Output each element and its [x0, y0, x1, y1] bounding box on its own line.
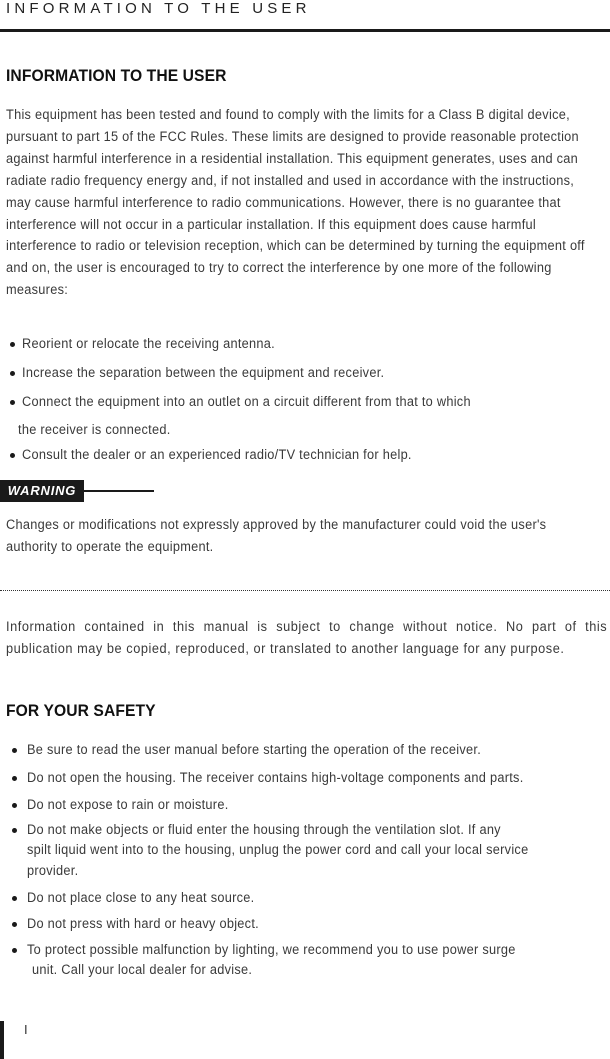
- bullet-icon: [10, 342, 15, 347]
- safety-item: Do not press with hard or heavy object.: [27, 916, 259, 932]
- section-heading-information: INFORMATION TO THE USER: [6, 66, 227, 85]
- measure-item: Reorient or relocate the receiving antenna.: [22, 336, 275, 352]
- bullet-icon: [12, 828, 17, 833]
- safety-item: Do not make objects or fluid enter the housing through the ventilation slot. If any: [27, 822, 501, 838]
- running-header: INFORMATION TO THE USER: [6, 0, 311, 17]
- bullet-icon: [12, 922, 17, 927]
- warning-rule: [84, 490, 154, 492]
- bullet-icon: [12, 803, 17, 808]
- safety-item: Do not open the housing. The receiver contains high-voltage components and parts.: [27, 770, 524, 786]
- bullet-icon: [10, 453, 15, 458]
- measure-item: Connect the equipment into an outlet on a circuit different from that to which: [22, 394, 471, 410]
- bullet-icon: [12, 776, 17, 781]
- safety-item: Be sure to read the user manual before starting the operation of the receiver.: [27, 742, 482, 758]
- safety-item: Do not place close to any heat source.: [27, 890, 255, 906]
- fcc-statement-paragraph: This equipment has been tested and found to comply with the limits for a Class B digital device, pursuant to part 15 of the FCC Rules. These limits are designed to provide reasonable protection against harmful interference in a residential installation. This equipment generates, uses and can radiate radio frequency energy and, if not installed and used in accordance with the instructions, may cause harmful interference to radio communications. However, there is no guarantee that interference will not occur in a particular installation. If this equipment does cause harmful interference to radio or television reception, which can be determined by turning the equipment off and on, the user is encouraged to try to correct the interference by one more of the following measures:: [6, 107, 585, 299]
- measure-item: Increase the separation between the equipment and receiver.: [22, 365, 385, 381]
- safety-item-continuation: spilt liquid went into to the housing, unplug the power cord and call your local service: [27, 842, 529, 858]
- warning-text: Changes or modifications not expressly approved by the manufacturer could void the user's authority to operate the equipment.: [6, 517, 547, 555]
- page-number: I: [24, 1022, 28, 1037]
- bullet-icon: [12, 896, 17, 901]
- safety-item-continuation: provider.: [27, 863, 79, 879]
- bullet-icon: [12, 748, 17, 753]
- safety-item: To protect possible malfunction by lighting, we recommend you to use power surge: [27, 942, 516, 958]
- bullet-icon: [10, 371, 15, 376]
- measure-item-continuation: the receiver is connected.: [18, 422, 171, 438]
- measure-item: Consult the dealer or an experienced radio/TV technician for help.: [22, 447, 412, 463]
- safety-item: Do not expose to rain or moisture.: [27, 797, 229, 813]
- page-edge-bar: [0, 1021, 4, 1059]
- section-heading-safety: FOR YOUR SAFETY: [6, 701, 156, 720]
- dotted-divider: [0, 590, 610, 591]
- safety-item-continuation: unit. Call your local dealer for advise.: [32, 962, 253, 978]
- warning-badge: WARNING: [0, 480, 84, 502]
- header-rule: [0, 29, 610, 32]
- notice-paragraph: Information contained in this manual is subject to change without notice. No part of this publication may be copied, reproduced, or translated to another language for any purpose.: [6, 619, 608, 657]
- bullet-icon: [12, 948, 17, 953]
- bullet-icon: [10, 400, 15, 405]
